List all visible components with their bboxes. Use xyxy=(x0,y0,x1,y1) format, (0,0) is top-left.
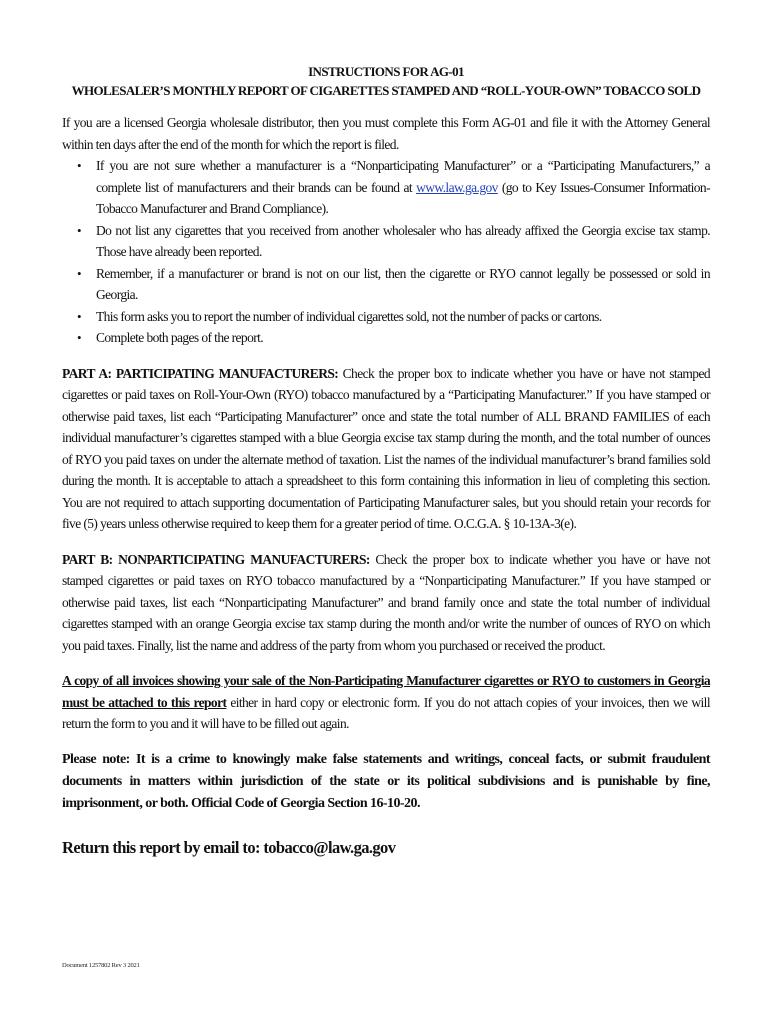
bullet-item xyxy=(62,220,710,263)
bullet-dot: • xyxy=(77,308,81,324)
bullet-dot: • xyxy=(77,330,81,345)
document-footer: Document 1257802 Rev 3 2021 xyxy=(62,962,140,969)
law-ga-gov-link[interactable]: www.law.ga.gov xyxy=(416,179,498,195)
bullet-dot: • xyxy=(77,158,81,173)
bullet-text: If you are not sure whether a manufacturer is a “Nonparticipating Manufacturer” or a “Participating Manufacturers,” a complete list of manufacturers and their brands can be found at xyxy=(96,158,710,195)
bullet-dot: • xyxy=(77,265,81,281)
bullet-text: Do not list any cigarettes that you received from another wholesaler who has already affixed the Georgia excise tax stamp. Those have already been reported. xyxy=(96,222,710,259)
bullet-text: Complete both pages of the report. xyxy=(96,330,264,345)
part-b-heading: PART B: NONPARTICIPATING MANUFACTURERS: xyxy=(62,551,370,567)
bullet-item xyxy=(62,263,710,306)
intro-paragraph: If you are a licensed Georgia wholesale distributor, then you must complete this Form AG-01 and file it with the Attorney General within ten days after the end of the month for which the report is filed. xyxy=(62,115,710,152)
form-title xyxy=(62,62,710,100)
bullet-item xyxy=(62,155,710,220)
instructions-page xyxy=(62,62,710,859)
part-b-paragraph xyxy=(62,549,710,657)
bullet-text: Remember, if a manufacturer or brand is not on our list, then the cigarette or RYO cannot legally be possessed or sold in Georgia. xyxy=(96,265,710,302)
legal-note: Please note: It is a crime to knowingly make false statements and writings, conceal facts, or submit fraudulent documents in matters within jurisdiction of the state or its political subdivisions and is punishable by fine, imprisonment, or both. Official Code of Georgia Section 16-10-20. xyxy=(62,751,710,811)
instruction-bullets xyxy=(62,155,710,349)
bullet-text: (go to Key Issues-Consumer Information-Tobacco Manufacturer and Brand Compliance). xyxy=(96,179,710,216)
bullet-dot: • xyxy=(77,222,81,238)
part-b-body: Check the proper box to indicate whether you have or have not stamped cigarettes or paid taxes on RYO tobacco manufactured by a “Nonparticipating Manufacturer.” If you have stamped or otherwise paid taxes, list each “Nonparticipating Manufacturer” and brand family once and state the total number of individual cigarettes stamped with an orange Georgia excise tax stamp during the month and/or write the number of ounces of RYO on which you paid taxes. Finally, list the name and address of the party from whom you purchased or received the product. xyxy=(62,551,711,653)
bullet-item xyxy=(62,306,710,328)
invoices-paragraph xyxy=(62,670,710,735)
part-a-body: Check the proper box to indicate whether you have or have not stamped cigarettes or paid taxes on Roll-Your-Own (RYO) tobacco manufactured by a “Participating Manufacturer.” If you have stamped or otherwise paid taxes, list each “Participating Manufacturer” once and state the total number of ALL BRAND FAMILIES of each individual manufacturer’s cigarettes stamped with a blue Georgia excise tax stamp during the month, and the total number of ounces of RYO you paid taxes on under the alternate method of taxation. List the names of the individual manufacturer’s brand families sold during the month. It is acceptable to attach a spreadsheet to this form containing this information in lieu of completing this section. You are not required to attach supporting documentation of Participating Manufacturer sales, but you should retain your records for five (5) years unless otherwise required to keep them for a greater period of time. O.C.G.A. § 10-13A-3(e). xyxy=(62,365,710,531)
invoices-body: either in hard copy or electronic form. If you do not attach copies of your invoices, then we will return the form to you and it will have to be filled out again. xyxy=(62,694,710,731)
part-a-heading: PART A: PARTICIPATING MANUFACTURERS: xyxy=(62,365,339,381)
part-a-paragraph xyxy=(62,363,710,535)
title-line-2: WHOLESALER’S MONTHLY REPORT OF CIGARETTES STAMPED AND “ROLL-YOUR-OWN” TOBACCO SOLD xyxy=(71,83,701,98)
title-line-1: INSTRUCTIONS FOR AG-01 xyxy=(308,64,464,79)
invoices-requirement: A copy of all invoices showing your sale of the Non-Participating Manufacturer cigarettes or RYO to customers in Georgia must be attached to this report xyxy=(62,673,710,710)
bullet-item xyxy=(62,327,710,349)
bullet-text: This form asks you to report the number of individual cigarettes sold, not the number of packs or cartons. xyxy=(96,308,602,324)
return-email-line: Return this report by email to: tobacco@law.ga.gov xyxy=(62,837,396,857)
